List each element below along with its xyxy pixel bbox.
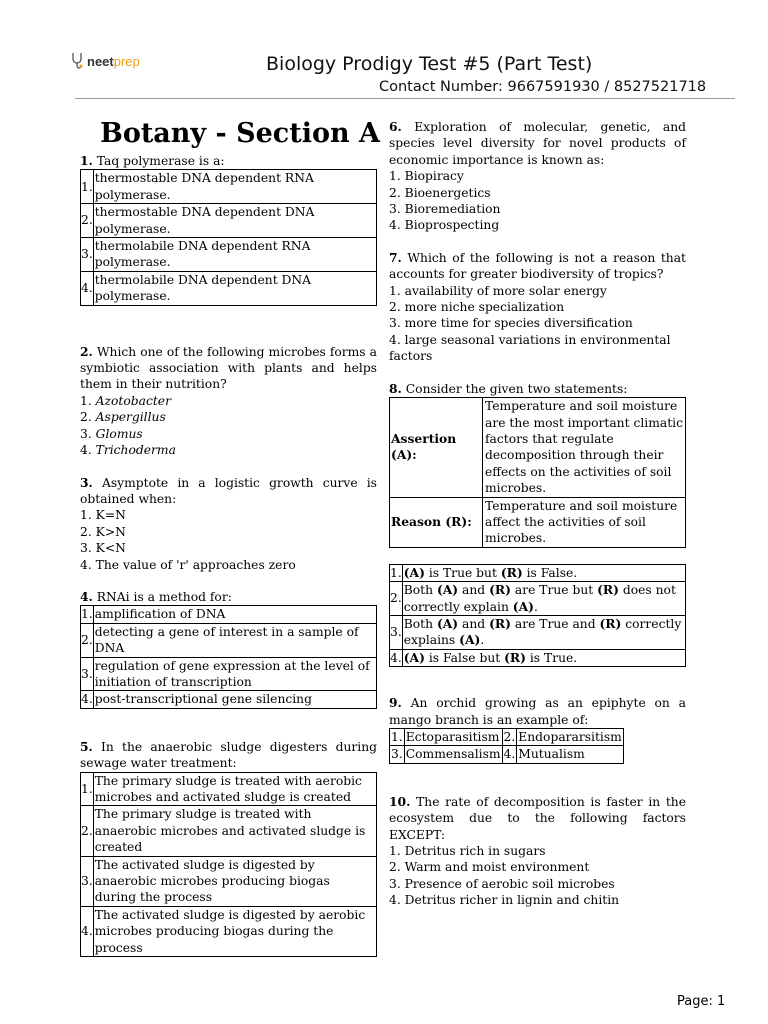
- option-number: 3.: [81, 856, 94, 906]
- neetprep-logo: [70, 52, 140, 70]
- options-table: [80, 772, 377, 957]
- option-number: 2.: [389, 300, 401, 315]
- option-number: 1.: [81, 772, 94, 806]
- reason-row: [390, 497, 686, 547]
- option-text: thermolabile DNA dependent DNA polymerase.: [93, 271, 376, 305]
- option[interactable]: [80, 393, 377, 409]
- right-column: [389, 119, 686, 909]
- question-number: 3.: [80, 474, 93, 490]
- option[interactable]: [389, 876, 686, 892]
- question-number: 6.: [389, 119, 402, 134]
- option-row[interactable]: [81, 657, 377, 691]
- option-text: Presence of aerobic soil microbes: [404, 876, 615, 891]
- option-number: 1.: [389, 169, 401, 184]
- option-row[interactable]: [81, 204, 377, 238]
- question-number: 5.: [80, 738, 93, 754]
- option-number: 3.: [389, 316, 401, 331]
- option-text: Both (A) and (R) are True and (R) correctly explains (A).: [402, 615, 685, 649]
- question-number: 7.: [389, 249, 402, 265]
- option-text: Bioprospecting: [404, 218, 500, 233]
- page-number: Page: 1: [677, 994, 726, 1009]
- logo-text-neet: neet: [87, 53, 114, 69]
- option-row[interactable]: [390, 615, 686, 649]
- option[interactable]: [389, 201, 686, 217]
- option[interactable]: [389, 217, 686, 233]
- option-text: large seasonal variations in environmental factors: [389, 332, 671, 364]
- option-text: post-transcriptional gene silencing: [93, 691, 376, 708]
- option-text: Glomus: [95, 426, 143, 441]
- option[interactable]: [389, 859, 686, 875]
- question-text: Which one of the following microbes forms a symbiotic association with plants and helps them in their nutrition?: [80, 344, 377, 392]
- option-text: (A) is False but (R) is True.: [402, 649, 685, 666]
- option-number: 3.: [80, 541, 92, 556]
- question-text: Exploration of molecular, genetic, and species level diversity for novel products of economic importance is known as:: [389, 120, 686, 167]
- option-number: 2.: [81, 806, 94, 856]
- option-row[interactable]: [81, 170, 377, 204]
- option-row[interactable]: [81, 856, 377, 906]
- option-text: Detritus richer in lignin and chitin: [404, 893, 620, 908]
- contact-number: Contact Number: 9667591930 / 8527521718: [379, 79, 707, 95]
- option-text: thermostable DNA dependent DNA polymerase.: [93, 204, 376, 238]
- option-number: 1.: [391, 730, 403, 744]
- assertion-row: [390, 398, 686, 497]
- option[interactable]: [80, 540, 377, 556]
- option[interactable]: [389, 892, 686, 908]
- question-text: Which of the following is not a reason that accounts for greater biodiversity of tropics?: [389, 250, 686, 282]
- option-number: 1.: [81, 170, 94, 204]
- option-number: 3.: [81, 657, 94, 691]
- option-text: K=N: [95, 508, 126, 523]
- option[interactable]: [80, 524, 377, 540]
- option-row[interactable]: [390, 582, 686, 616]
- option[interactable]: [389, 168, 686, 184]
- option-text[interactable]: Endopararsitism: [518, 730, 622, 744]
- question-8: [389, 381, 686, 668]
- question-9: [389, 695, 686, 764]
- option-number: 4.: [80, 557, 92, 572]
- option-text: The activated sludge is digested by anaerobic microbes producing biogas during the process: [93, 856, 376, 906]
- assertion-text: Temperature and soil moisture are the most important climatic factors that regulate decomposition through their effects on the activities of soil microbes.: [483, 398, 686, 497]
- option-text: Bioenergetics: [404, 185, 491, 200]
- question-number: 2.: [80, 343, 93, 359]
- question-number: 10.: [389, 793, 411, 809]
- option-text: Trichoderma: [95, 443, 176, 458]
- option-row[interactable]: [81, 623, 377, 657]
- question-4: [80, 589, 377, 709]
- logo-text-prep: prep: [113, 53, 140, 69]
- question-number: 8.: [389, 380, 402, 396]
- option[interactable]: [389, 283, 686, 299]
- option[interactable]: [389, 299, 686, 315]
- option-number: 2.: [81, 623, 94, 657]
- question-number: 4.: [80, 588, 93, 604]
- option-row[interactable]: [81, 691, 377, 708]
- option-number: 2.: [81, 204, 94, 238]
- question-3: [80, 475, 377, 573]
- option-text: K>N: [95, 524, 126, 539]
- option-number: 4.: [503, 747, 516, 762]
- option-number: 4.: [80, 443, 92, 458]
- question-7: [389, 250, 686, 365]
- option-number: 2.: [389, 185, 401, 200]
- question-number: 1.: [80, 153, 93, 168]
- option-number: 2.: [389, 860, 401, 875]
- options-table: [389, 564, 686, 667]
- option-text: Detritus rich in sugars: [404, 844, 546, 859]
- option-number: 3.: [81, 238, 94, 272]
- options-table: [80, 169, 377, 305]
- option-number: 4.: [389, 332, 401, 347]
- option[interactable]: [80, 426, 377, 442]
- option-number: 3.: [389, 876, 401, 891]
- option[interactable]: [389, 185, 686, 201]
- options-table: [80, 605, 377, 708]
- question-text: An orchid growing as an epiphyte on a mango branch is an example of:: [389, 696, 686, 727]
- option-text: more time for species diversification: [404, 316, 633, 331]
- reason-text: Temperature and soil moisture affect the activities of soil microbes.: [483, 497, 686, 547]
- section-title: Botany - Section A: [100, 118, 380, 149]
- option-text: K<N: [95, 541, 126, 556]
- option-text: more niche specialization: [404, 300, 565, 315]
- option[interactable]: [389, 332, 686, 365]
- reason-label: Reason (R):: [390, 497, 483, 547]
- option-text: thermostable DNA dependent RNA polymerase.: [93, 170, 376, 204]
- option[interactable]: [80, 409, 377, 425]
- option-text: (A) is True but (R) is False.: [402, 564, 685, 581]
- header-divider: [75, 98, 735, 99]
- option-number: 1.: [389, 283, 401, 298]
- option-text: amplification of DNA: [93, 606, 376, 623]
- option-text: The activated sludge is digested by aerobic microbes producing biogas during the process: [93, 906, 376, 956]
- option-number: 1.: [390, 565, 402, 580]
- assertion-reason-table: [389, 397, 686, 548]
- option-text: Warm and moist environment: [404, 860, 590, 875]
- option-text: The value of 'r' approaches zero: [95, 557, 296, 572]
- option-text: The primary sludge is treated with aerobic microbes and activated sludge is created: [93, 772, 376, 806]
- question-number: 9.: [389, 695, 402, 711]
- option-text[interactable]: Commensalism: [405, 747, 501, 762]
- options-table: [389, 728, 624, 764]
- option-number: 3.: [389, 202, 401, 217]
- option-row[interactable]: [81, 238, 377, 272]
- assertion-label: Assertion (A):: [390, 398, 483, 497]
- option-row[interactable]: [81, 772, 377, 806]
- option-number: 4.: [81, 692, 93, 707]
- option-text[interactable]: Mutualism: [517, 746, 624, 763]
- option-number: 3.: [80, 426, 92, 441]
- option-text: Azotobacter: [95, 393, 171, 408]
- option-text: availability of more solar energy: [404, 283, 607, 298]
- option-text[interactable]: Ectoparasitism: [404, 729, 502, 746]
- option-number: 4.: [81, 906, 94, 956]
- option-number: 2.: [503, 730, 516, 744]
- option-number: 4.: [81, 271, 94, 305]
- left-column: [80, 153, 377, 957]
- option-number: 1.: [80, 508, 92, 523]
- option-text: Biopiracy: [404, 169, 464, 184]
- option-number: 2.: [80, 410, 92, 425]
- option-number: 4.: [390, 650, 402, 665]
- question-text: Consider the given two statements:: [405, 381, 628, 396]
- option-text: The primary sludge is treated with anaerobic microbes and activated sludge is created: [93, 806, 376, 856]
- question-text: In the anaerobic sludge digesters during sewage water treatment:: [80, 739, 377, 771]
- option-row[interactable]: [81, 606, 377, 623]
- option-row[interactable]: [81, 271, 377, 305]
- option-number: 4.: [389, 218, 401, 233]
- option-number: 4.: [389, 893, 401, 908]
- question-1: [80, 153, 377, 306]
- option-row[interactable]: [390, 564, 686, 581]
- option-row[interactable]: [81, 806, 377, 856]
- question-text: Taq polymerase is a:: [96, 154, 225, 168]
- question-text: Asymptote in a logistic growth curve is obtained when:: [80, 475, 377, 506]
- option-number: 2.: [390, 582, 403, 616]
- option-text: detecting a gene of interest in a sample of DNA: [93, 623, 376, 657]
- option-row[interactable]: [390, 649, 686, 666]
- option-number: 3.: [391, 747, 403, 762]
- option-text: Bioremediation: [404, 202, 501, 217]
- option-row[interactable]: [81, 906, 377, 956]
- option[interactable]: [389, 315, 686, 331]
- question-text: The rate of decomposition is faster in the ecosystem due to the following factors EXCEPT:: [389, 794, 686, 842]
- question-6: [389, 119, 686, 234]
- option-number: 1.: [389, 844, 401, 859]
- question-5: [80, 739, 377, 957]
- option-text: Aspergillus: [95, 410, 166, 425]
- option-number: 2.: [80, 524, 92, 539]
- option[interactable]: [80, 507, 377, 523]
- option[interactable]: [80, 557, 377, 573]
- option-text: Both (A) and (R) are True but (R) does not correctly explain (A).: [402, 582, 685, 616]
- option[interactable]: [80, 442, 377, 458]
- question-2: [80, 344, 377, 459]
- question-text: RNAi is a method for:: [96, 589, 232, 604]
- option-text: thermolabile DNA dependent RNA polymerase.: [93, 238, 376, 272]
- test-title: Biology Prodigy Test #5 (Part Test): [266, 53, 593, 75]
- stethoscope-icon: [70, 52, 84, 70]
- option-text: regulation of gene expression at the level of initiation of transcription: [93, 657, 376, 691]
- option-number: 1.: [81, 607, 93, 622]
- option-number: 3.: [390, 615, 403, 649]
- question-10: [389, 794, 686, 909]
- option[interactable]: [389, 843, 686, 859]
- option-number: 1.: [80, 393, 92, 408]
